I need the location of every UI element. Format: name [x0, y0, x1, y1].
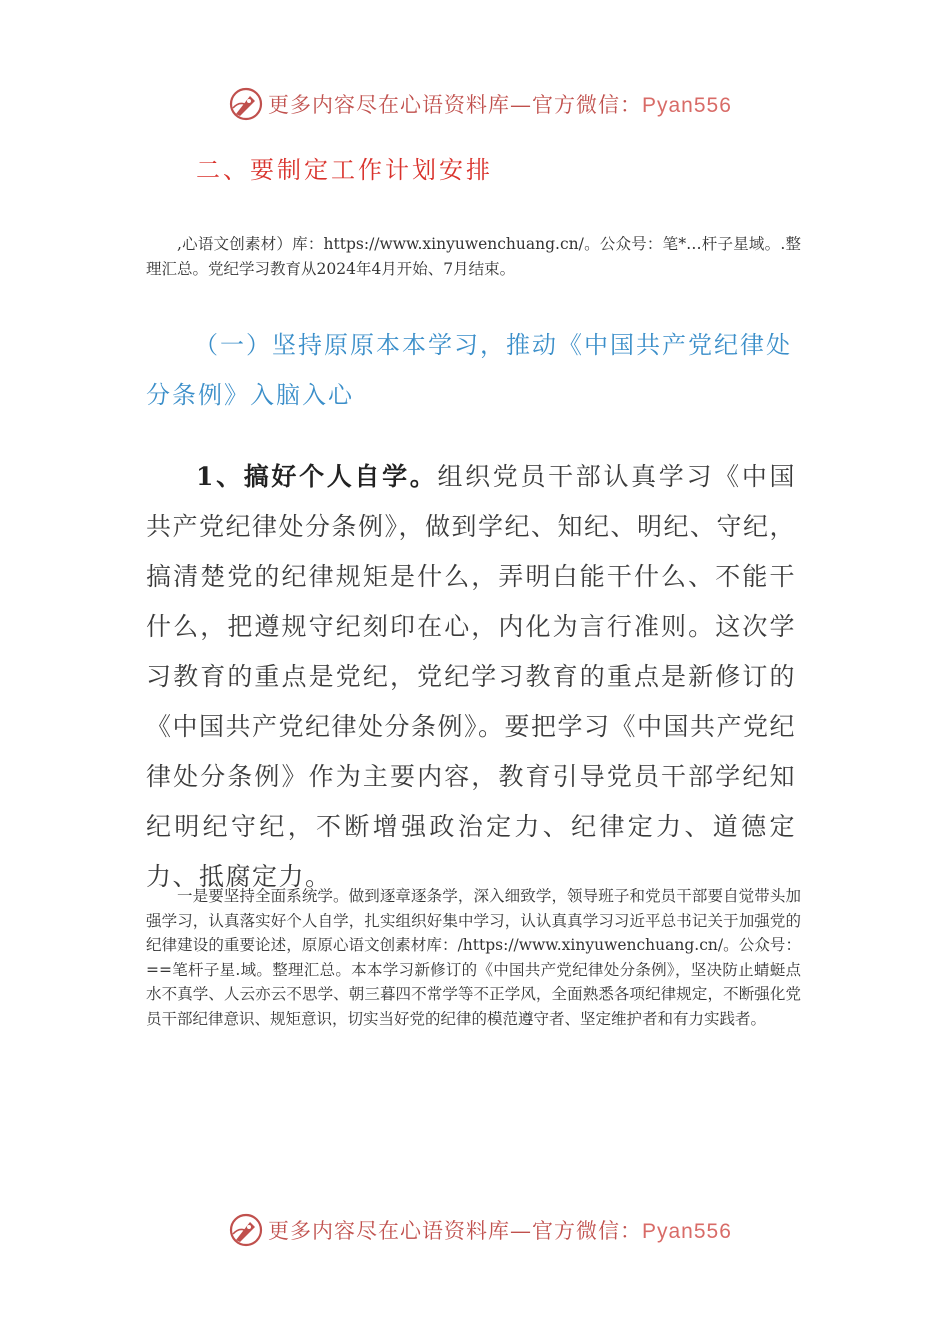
- section-heading: 二、要制定工作计划安排: [196, 156, 493, 184]
- subheading: （一）坚持原原本本学习，推动《中国共产党纪律处分条例》入脑入心: [146, 331, 792, 409]
- header-banner: [228, 84, 732, 124]
- header-wechat-id: Pyan556: [642, 94, 732, 117]
- main-paragraph-lead: 1、搞好个人自学。: [196, 462, 438, 491]
- pen-nib-logo-icon: [228, 1212, 264, 1248]
- main-paragraph: [146, 452, 796, 902]
- footer-wechat-id: Pyan556: [642, 1220, 732, 1243]
- pen-nib-logo-icon: [228, 86, 264, 122]
- header-banner-text: 更多内容尽在心语资料库—官方微信：Pyan556: [268, 93, 732, 117]
- footer-banner-text: 更多内容尽在心语资料库—官方微信：Pyan556: [268, 1219, 732, 1243]
- intro-paragraph: ,心语文创素材）库：https://www.xinyuwenchuang.cn/。公众号：笔*…杆子星域。.整理汇总。党纪学习教育从2024年4月开始、7月结束。: [146, 235, 801, 278]
- footer-banner: [228, 1210, 732, 1250]
- second-paragraph: 一是要坚持全面系统学。做到逐章逐条学，深入细致学，领导班子和党员干部要自觉带头加强学习，认真落实好个人自学，扎实组织好集中学习，认认真真学习习近平总书记关于加强党的纪律建设的重要论述，原原心语文创素材库：/https://www.xinyuwenchuang.cn/。公众号：==笔杆子星.域。整理汇总。本本学习新修订的《中国共产党纪律处分条例》，坚决防止蜻蜓点水不真学、人云亦云不思学、朝三暮四不常学等不正学风，全面熟悉各项纪律规定，不断强化党员干部纪律意识、规矩意识，切实当好党的纪律的模范遵守者、坚定维护者和有力实践者。: [146, 887, 801, 1028]
- main-paragraph-body: 组织党员干部认真学习《中国共产党纪律处分条例》，做到学纪、知纪、明纪、守纪，搞清楚党的纪律规矩是什么，弄明白能干什么、不能干什么，把遵规守纪刻印在心，内化为言行准则。这次学习教育的重点是党纪，党纪学习教育的重点是新修订的《中国共产党纪律处分条例》。要把学习《中国共产党纪律处分条例》作为主要内容，教育引导党员干部学纪知纪明纪守纪，不断增强政治定力、纪律定力、道德定力、抵腐定力。: [146, 462, 797, 891]
